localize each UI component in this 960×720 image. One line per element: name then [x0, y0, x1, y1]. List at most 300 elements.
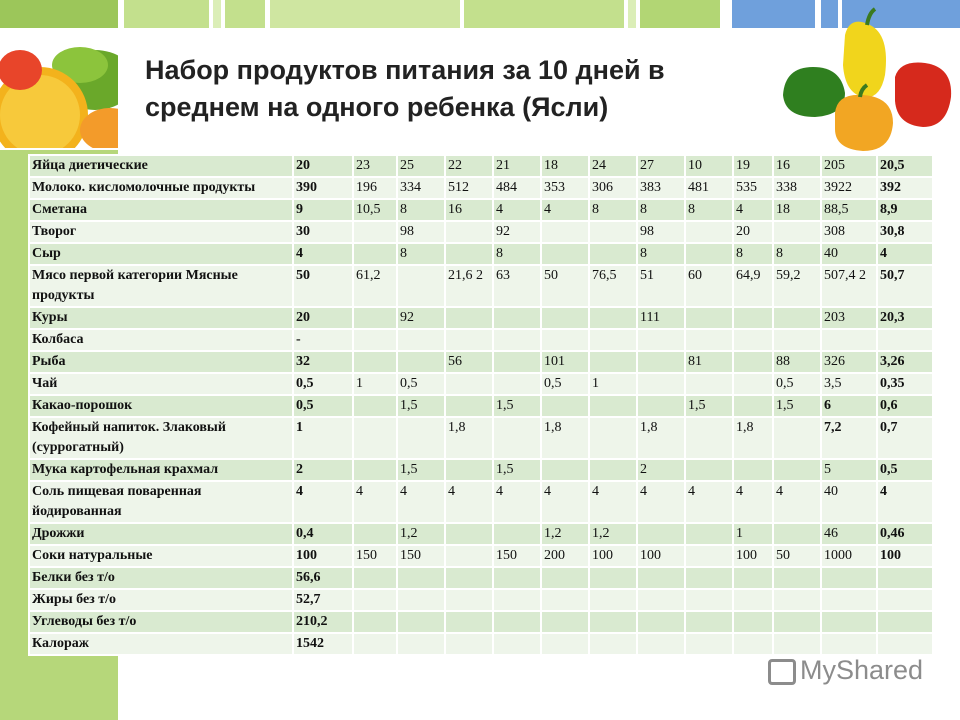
empty-cell	[493, 633, 541, 655]
fruit-image	[0, 30, 118, 148]
table-cell	[773, 221, 821, 243]
table-cell: 4	[445, 481, 493, 523]
empty-cell	[773, 633, 821, 655]
empty-cell	[589, 567, 637, 589]
table-cell: 20,5	[877, 155, 933, 177]
table-cell	[353, 459, 397, 481]
table-cell: 22	[445, 155, 493, 177]
table-cell: 81	[685, 351, 733, 373]
table-cell: 150	[397, 545, 445, 567]
table-row	[29, 199, 933, 221]
row-name: Чай	[29, 373, 293, 395]
table-cell: 4	[733, 199, 773, 221]
empty-cell	[397, 611, 445, 633]
table-cell: 326	[821, 351, 877, 373]
table-cell: 76,5	[589, 265, 637, 307]
table-cell	[397, 329, 445, 351]
table-cell	[773, 417, 821, 459]
table-cell	[353, 417, 397, 459]
empty-cell	[733, 589, 773, 611]
table-cell	[773, 307, 821, 329]
table-cell: 0,7	[877, 417, 933, 459]
empty-cell	[637, 567, 685, 589]
logo-icon	[768, 659, 796, 685]
table-cell: 40	[821, 481, 877, 523]
empty-cell	[637, 633, 685, 655]
table-cell: 59,2	[773, 265, 821, 307]
empty-cell	[821, 567, 877, 589]
table-row	[29, 329, 933, 351]
table-cell	[353, 329, 397, 351]
food-table	[28, 154, 934, 656]
table-row	[29, 307, 933, 329]
empty-cell	[541, 633, 589, 655]
table-cell: 63	[493, 265, 541, 307]
table-cell	[445, 221, 493, 243]
table-cell: 0,5	[293, 395, 353, 417]
empty-cell	[733, 611, 773, 633]
table-cell	[637, 329, 685, 351]
table-cell: 4	[685, 481, 733, 523]
table-cell	[445, 307, 493, 329]
table-cell	[685, 243, 733, 265]
table-cell: 111	[637, 307, 685, 329]
summary-row	[29, 567, 933, 589]
table-cell: 4	[397, 481, 445, 523]
table-row	[29, 177, 933, 199]
empty-cell	[353, 611, 397, 633]
table-cell: 4	[353, 481, 397, 523]
table-cell	[589, 459, 637, 481]
table-cell: -	[293, 329, 353, 351]
table-cell: 10,5	[353, 199, 397, 221]
table-cell: 100	[589, 545, 637, 567]
table-cell	[685, 459, 733, 481]
table-cell	[685, 221, 733, 243]
table-row	[29, 351, 933, 373]
table-cell: 353	[541, 177, 589, 199]
table-cell: 1,8	[541, 417, 589, 459]
table-cell	[685, 545, 733, 567]
summary-label: Углеводы без т/о	[29, 611, 293, 633]
row-name: Рыба	[29, 351, 293, 373]
table-cell: 50	[293, 265, 353, 307]
table-cell: 1,2	[541, 523, 589, 545]
table-cell: 8	[589, 199, 637, 221]
table-row	[29, 265, 933, 307]
table-cell	[445, 523, 493, 545]
table-cell: 9	[293, 199, 353, 221]
table-cell: 19	[733, 155, 773, 177]
title-line-2: среднем на одного ребенка (Ясли)	[145, 92, 609, 122]
empty-cell	[445, 589, 493, 611]
table-cell	[445, 373, 493, 395]
table-cell: 64,9	[733, 265, 773, 307]
table-cell: 4	[637, 481, 685, 523]
table-cell	[685, 307, 733, 329]
table-cell: 92	[397, 307, 445, 329]
table-cell: 1	[293, 417, 353, 459]
table-cell: 61,2	[353, 265, 397, 307]
table-cell: 0,46	[877, 523, 933, 545]
table-cell	[541, 395, 589, 417]
table-cell: 1	[353, 373, 397, 395]
table-cell	[589, 307, 637, 329]
table-cell: 92	[493, 221, 541, 243]
empty-cell	[493, 611, 541, 633]
table-cell: 0,5	[877, 459, 933, 481]
table-cell	[493, 417, 541, 459]
empty-cell	[445, 611, 493, 633]
table-cell: 8	[493, 243, 541, 265]
empty-cell	[589, 611, 637, 633]
table-cell	[397, 351, 445, 373]
table-cell: 203	[821, 307, 877, 329]
empty-cell	[589, 589, 637, 611]
table-cell: 8	[773, 243, 821, 265]
table-cell	[733, 459, 773, 481]
table-cell: 7,2	[821, 417, 877, 459]
summary-value: 56,6	[293, 567, 353, 589]
table-cell: 1	[733, 523, 773, 545]
empty-cell	[541, 589, 589, 611]
table-cell	[353, 523, 397, 545]
table-cell: 30	[293, 221, 353, 243]
table-cell	[445, 243, 493, 265]
empty-cell	[353, 567, 397, 589]
table-cell	[493, 307, 541, 329]
table-cell: 0,6	[877, 395, 933, 417]
summary-row	[29, 633, 933, 655]
table-cell	[637, 373, 685, 395]
table-cell: 21,6 2	[445, 265, 493, 307]
summary-value: 52,7	[293, 589, 353, 611]
table-cell: 20	[293, 307, 353, 329]
table-cell	[541, 329, 589, 351]
table-cell: 150	[493, 545, 541, 567]
table-cell: 392	[877, 177, 933, 199]
table-cell: 16	[773, 155, 821, 177]
table-cell	[353, 351, 397, 373]
empty-cell	[637, 611, 685, 633]
empty-cell	[397, 589, 445, 611]
table-row	[29, 395, 933, 417]
table-cell: 4	[493, 199, 541, 221]
table-cell: 308	[821, 221, 877, 243]
table-cell: 1,5	[685, 395, 733, 417]
table-cell: 150	[353, 545, 397, 567]
table-cell: 4	[773, 481, 821, 523]
table-cell: 46	[821, 523, 877, 545]
table-cell: 0,5	[773, 373, 821, 395]
empty-cell	[397, 567, 445, 589]
summary-row	[29, 611, 933, 633]
logo-text: MyShared	[800, 655, 924, 685]
table-cell	[397, 265, 445, 307]
table-cell: 0,4	[293, 523, 353, 545]
table-cell: 1,5	[773, 395, 821, 417]
table-row	[29, 545, 933, 567]
table-cell: 1,8	[445, 417, 493, 459]
row-name: Сметана	[29, 199, 293, 221]
table-cell: 88	[773, 351, 821, 373]
row-name: Соки натуральные	[29, 545, 293, 567]
summary-row	[29, 589, 933, 611]
table-row	[29, 155, 933, 177]
table-cell: 51	[637, 265, 685, 307]
table-cell: 100	[637, 545, 685, 567]
table-cell: 3922	[821, 177, 877, 199]
table-cell: 4	[877, 243, 933, 265]
table-cell: 100	[293, 545, 353, 567]
table-cell	[685, 373, 733, 395]
table-cell: 1,5	[493, 459, 541, 481]
row-name: Яйца диетические	[29, 155, 293, 177]
row-name: Дрожжи	[29, 523, 293, 545]
table-cell	[353, 307, 397, 329]
table-cell: 10	[685, 155, 733, 177]
empty-cell	[685, 567, 733, 589]
table-row	[29, 373, 933, 395]
table-cell	[445, 459, 493, 481]
table-cell: 20,3	[877, 307, 933, 329]
table-row	[29, 523, 933, 545]
table-cell: 481	[685, 177, 733, 199]
empty-cell	[541, 567, 589, 589]
table-cell	[353, 243, 397, 265]
empty-cell	[589, 633, 637, 655]
table-cell	[589, 329, 637, 351]
table-cell	[493, 351, 541, 373]
peppers-image	[775, 5, 960, 155]
table-cell: 40	[821, 243, 877, 265]
table-cell: 4	[293, 243, 353, 265]
table-cell	[733, 395, 773, 417]
table-cell: 8	[397, 243, 445, 265]
table-cell: 32	[293, 351, 353, 373]
summary-label: Белки без т/о	[29, 567, 293, 589]
table-cell: 205	[821, 155, 877, 177]
table-cell	[733, 373, 773, 395]
empty-cell	[685, 633, 733, 655]
table-cell: 0,5	[397, 373, 445, 395]
table-cell: 4	[877, 481, 933, 523]
table-cell	[493, 373, 541, 395]
title-line-1: Набор продуктов питания за 10 дней в	[145, 55, 665, 85]
table-cell: 196	[353, 177, 397, 199]
empty-cell	[773, 611, 821, 633]
empty-cell	[733, 633, 773, 655]
table-row	[29, 417, 933, 459]
row-name: Мука картофельная крахмал	[29, 459, 293, 481]
table-cell	[589, 221, 637, 243]
table-cell	[877, 329, 933, 351]
table-cell: 16	[445, 199, 493, 221]
table-cell: 18	[773, 199, 821, 221]
table-cell: 334	[397, 177, 445, 199]
table-cell	[397, 417, 445, 459]
table-cell: 50	[773, 545, 821, 567]
row-name: Сыр	[29, 243, 293, 265]
table-cell: 1	[589, 373, 637, 395]
table-row	[29, 481, 933, 523]
table-cell: 18	[541, 155, 589, 177]
table-cell: 200	[541, 545, 589, 567]
empty-cell	[821, 633, 877, 655]
empty-cell	[685, 589, 733, 611]
table-cell	[589, 243, 637, 265]
table-cell: 4	[541, 199, 589, 221]
table-cell	[541, 243, 589, 265]
table-cell	[589, 395, 637, 417]
table-cell	[637, 523, 685, 545]
table-row	[29, 459, 933, 481]
table-cell: 1,5	[397, 459, 445, 481]
table-cell	[541, 307, 589, 329]
empty-cell	[773, 567, 821, 589]
table-cell	[773, 329, 821, 351]
table-cell	[541, 459, 589, 481]
row-name: Молоко. кисломолочные продукты	[29, 177, 293, 199]
table-cell: 1,2	[589, 523, 637, 545]
table-cell: 0,5	[541, 373, 589, 395]
table-cell: 1,5	[493, 395, 541, 417]
table-cell: 8	[685, 199, 733, 221]
table-cell: 383	[637, 177, 685, 199]
row-name: Колбаса	[29, 329, 293, 351]
summary-value: 1542	[293, 633, 353, 655]
table-cell: 0,5	[293, 373, 353, 395]
summary-value: 210,2	[293, 611, 353, 633]
table-cell: 3,5	[821, 373, 877, 395]
table-cell: 4	[541, 481, 589, 523]
table-cell: 2	[637, 459, 685, 481]
table-cell	[589, 351, 637, 373]
table-cell: 3,26	[877, 351, 933, 373]
empty-cell	[877, 589, 933, 611]
table-cell: 25	[397, 155, 445, 177]
table-cell: 390	[293, 177, 353, 199]
empty-cell	[877, 633, 933, 655]
empty-cell	[541, 611, 589, 633]
table-cell: 484	[493, 177, 541, 199]
table-cell: 1,8	[637, 417, 685, 459]
row-name: Куры	[29, 307, 293, 329]
page-title	[145, 52, 785, 126]
empty-cell	[773, 589, 821, 611]
table-cell	[733, 351, 773, 373]
table-cell	[493, 523, 541, 545]
table-cell: 100	[877, 545, 933, 567]
table-cell: 306	[589, 177, 637, 199]
table-row	[29, 221, 933, 243]
empty-cell	[877, 611, 933, 633]
empty-cell	[493, 567, 541, 589]
table-cell	[685, 417, 733, 459]
row-name: Мясо первой категории Мясные продукты	[29, 265, 293, 307]
table-cell: 8	[637, 199, 685, 221]
empty-cell	[353, 589, 397, 611]
table-cell	[773, 523, 821, 545]
empty-cell	[821, 611, 877, 633]
table-cell: 338	[773, 177, 821, 199]
table-cell	[685, 523, 733, 545]
table-cell: 1,5	[397, 395, 445, 417]
table-cell: 0,35	[877, 373, 933, 395]
table-cell: 512	[445, 177, 493, 199]
table-cell	[445, 395, 493, 417]
table-cell: 101	[541, 351, 589, 373]
table-cell: 1,2	[397, 523, 445, 545]
empty-cell	[877, 567, 933, 589]
table-cell: 50	[541, 265, 589, 307]
row-name: Творог	[29, 221, 293, 243]
table-cell: 4	[589, 481, 637, 523]
table-cell: 60	[685, 265, 733, 307]
table-cell: 21	[493, 155, 541, 177]
empty-cell	[445, 567, 493, 589]
table-cell	[685, 329, 733, 351]
row-name: Соль пищевая поваренная йодированная	[29, 481, 293, 523]
table-cell: 8	[733, 243, 773, 265]
table-cell	[589, 417, 637, 459]
table-cell	[445, 329, 493, 351]
table-cell: 4	[493, 481, 541, 523]
table-cell	[773, 459, 821, 481]
table-cell	[821, 329, 877, 351]
table-cell	[733, 329, 773, 351]
table-cell	[637, 351, 685, 373]
table-cell: 507,4 2	[821, 265, 877, 307]
table-cell: 20	[733, 221, 773, 243]
table-cell	[637, 395, 685, 417]
summary-label: Калораж	[29, 633, 293, 655]
table-cell	[445, 545, 493, 567]
table-cell: 8	[397, 199, 445, 221]
table-cell: 2	[293, 459, 353, 481]
table-cell: 8,9	[877, 199, 933, 221]
table-cell: 24	[589, 155, 637, 177]
table-cell: 88,5	[821, 199, 877, 221]
table-cell: 6	[821, 395, 877, 417]
table-cell: 27	[637, 155, 685, 177]
table-cell: 50,7	[877, 265, 933, 307]
table-cell: 98	[637, 221, 685, 243]
table-cell: 30,8	[877, 221, 933, 243]
table-cell: 1,8	[733, 417, 773, 459]
row-name: Какао-порошок	[29, 395, 293, 417]
empty-cell	[353, 633, 397, 655]
table-cell	[493, 329, 541, 351]
empty-cell	[685, 611, 733, 633]
table-cell: 98	[397, 221, 445, 243]
table-cell: 23	[353, 155, 397, 177]
row-name: Кофейный напиток. Злаковый (суррогатный)	[29, 417, 293, 459]
table-row	[29, 243, 933, 265]
empty-cell	[397, 633, 445, 655]
table-cell: 1000	[821, 545, 877, 567]
table-cell	[541, 221, 589, 243]
table-cell: 4	[733, 481, 773, 523]
table-cell	[733, 307, 773, 329]
table-cell	[353, 221, 397, 243]
table-cell	[353, 395, 397, 417]
table-cell: 56	[445, 351, 493, 373]
myshared-logo	[768, 655, 923, 686]
table-cell: 20	[293, 155, 353, 177]
table-cell: 5	[821, 459, 877, 481]
table-cell: 8	[637, 243, 685, 265]
